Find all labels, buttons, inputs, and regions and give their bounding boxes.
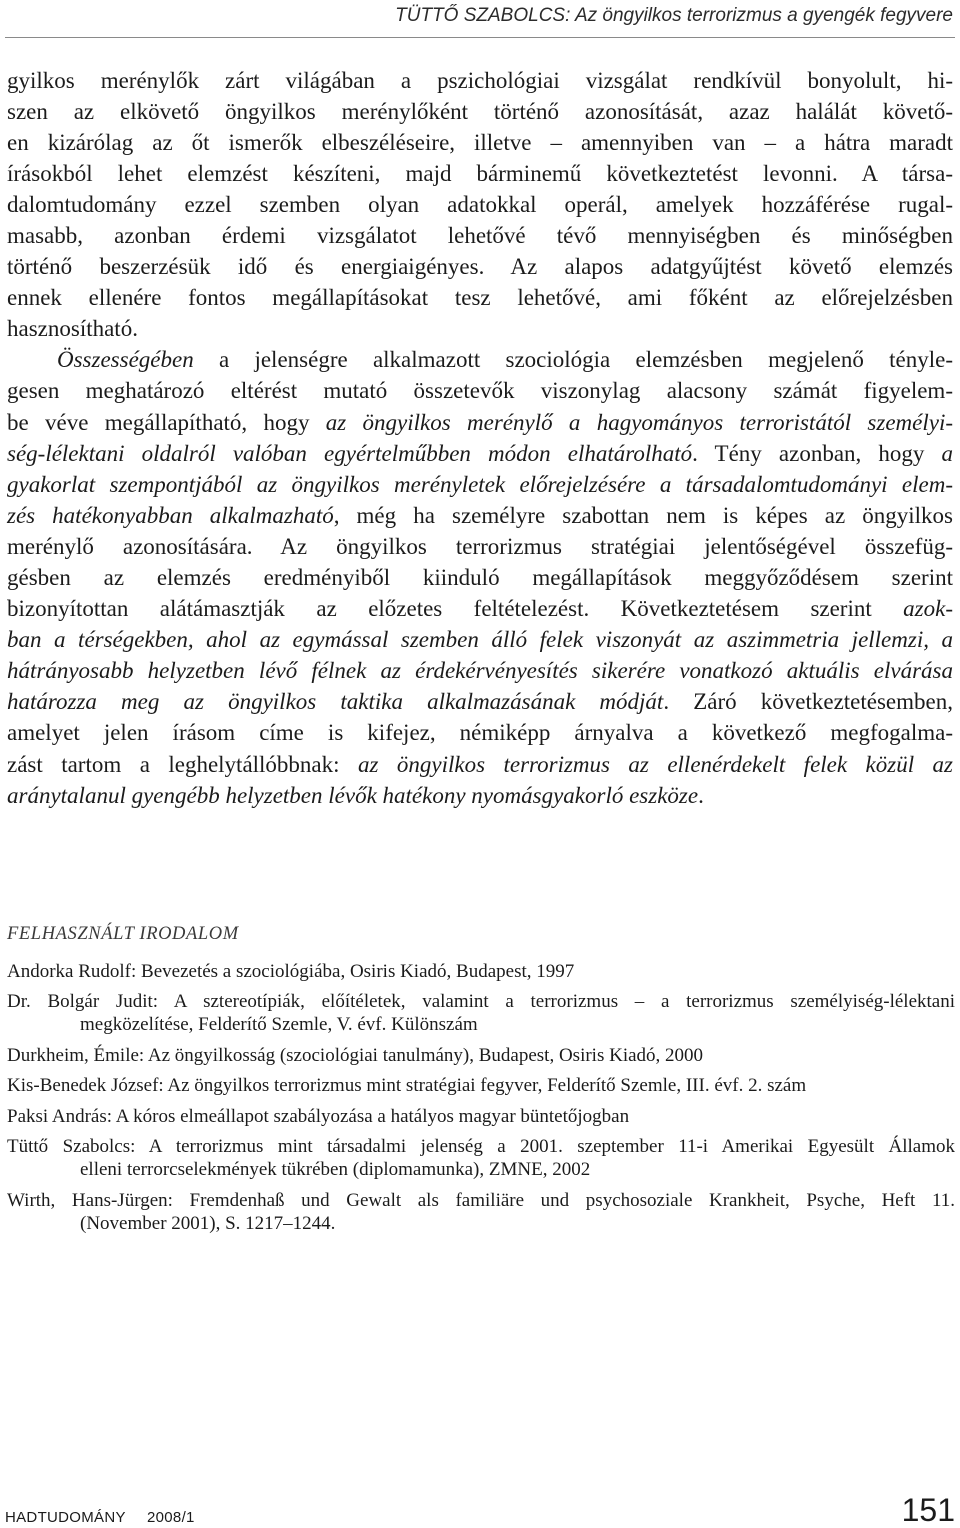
text-run: . [698, 782, 704, 808]
reference-item [7, 960, 955, 983]
reference-line: Paksi András: A kóros elmeállapot szabályozása a hatályos magyar büntetőjogban [7, 1105, 630, 1127]
italic-text: hátrányosabb helyzetben lévő félnek az érdekérvényesítés sikerére vonatkozó aktuális elvárása [7, 658, 953, 684]
text-line [7, 593, 953, 624]
reference-line: Kis-Benedek József: Az öngyilkos terrorizmus mint stratégiai fegyver, Felderítő Szemle, III. évf. 2. szám [7, 1075, 807, 1096]
reference-item [7, 1105, 955, 1128]
text-line [7, 655, 953, 686]
italic-text: Összességében [57, 347, 194, 373]
italic-text: az öngyilkos terrorizmus az ellenérdekelt felek közül az [357, 751, 953, 777]
text-run: zást tartom a leghelytállóbbnak: [7, 751, 358, 777]
text-run: dalomtudomány ezzel szemben olyan adatokkal operál, amelyek hozzáférése rugal- [7, 191, 953, 217]
text-line [7, 407, 953, 438]
italic-text: zés hatékonyabban alkalmazható [7, 502, 334, 528]
text-line [7, 96, 953, 127]
italic-text: a [941, 440, 953, 466]
text-line [7, 251, 953, 282]
italic-text: azok- [903, 596, 953, 622]
reference-line: (November 2001), S. 1217–1244. [80, 1212, 336, 1234]
references-list [7, 960, 955, 1243]
reference-line: Wirth, Hans-Jürgen: Fremdenhaß und Gewalt als familiäre und psychosoziale Krankheit, Psyche, Heft 11. [7, 1189, 955, 1211]
text-line [7, 749, 953, 780]
reference-line: Durkheim, Émile: Az öngyilkosság (szociológiai tanulmány), Budapest, Osiris Kiadó, 2000 [7, 1044, 704, 1066]
text-run: hasznosítható. [7, 316, 138, 342]
reference-item [7, 1135, 955, 1181]
text-run: . Záró következtetésemben, [663, 689, 953, 715]
running-title: TÜTTŐ SZABOLCS: Az öngyilkos terrorizmus a gyengék fegyvere [395, 5, 953, 26]
text-line [7, 624, 953, 655]
text-run: en kizárólag az őt ismerők elbeszéléseire, illetve – amennyiben van – a hátra maradt [7, 129, 953, 155]
italic-text: gyakorlat szempontjából az öngyilkos merényletek előrejelzésére a társadalomtudományi elem- [7, 471, 953, 497]
text-line [7, 127, 953, 158]
text-line [7, 531, 953, 562]
text-line [7, 189, 953, 220]
text-run: gesen meghatározó eltérést mutató összetevők viszonylag alacsony számát figyelem- [7, 378, 953, 404]
reference-item [7, 1044, 955, 1067]
text-line [7, 500, 953, 531]
text-line [7, 686, 953, 717]
text-run: szen az elkövető öngyilkos merénylőként történő azonosítását, azaz halálát követő- [7, 98, 953, 124]
text-run: a jelenségre alkalmazott szociológia elemzésben megjelenő tényle- [193, 347, 953, 373]
text-line [7, 375, 953, 406]
text-run: , még ha személyre szabottan nem is képes az öngyilkos [333, 502, 953, 528]
reference-line: Andorka Rudolf: Bevezetés a szociológiába, Osiris Kiadó, Budapest, 1997 [7, 960, 575, 982]
paragraph [7, 65, 953, 345]
page-number: 151 [901, 1492, 955, 1528]
reference-item [7, 1189, 955, 1235]
italic-text: az öngyilkos merénylő a hagyományos terroristától személyi- [325, 409, 953, 435]
header-rule [5, 37, 955, 38]
reference-line: Dr. Bolgár Judit: A sztereotípiák, előítéletek, valamint a terrorizmus – a terrorizmus személyiség-lélektani [7, 991, 955, 1012]
text-run: merénylő azonosítására. Az öngyilkos terrorizmus stratégiai jelentőségével összefüg- [7, 533, 953, 559]
text-run: történő beszerzésük idő és energiaigényes. Az alapos adatgyűjtést követő elemzés [7, 254, 953, 280]
text-line [7, 220, 953, 251]
text-line [7, 158, 953, 189]
reference-item [7, 990, 955, 1036]
text-line [7, 65, 953, 96]
text-run: be véve megállapítható, hogy [7, 409, 326, 435]
reference-line: elleni terrorcselekmények tükrében (diplomamunka), ZMNE, 2002 [80, 1159, 591, 1180]
text-run: . Tény azonban, hogy [692, 440, 942, 466]
text-line [7, 717, 953, 748]
text-run: írásokból lehet elemzést készíteni, majd bárminemű következtetést levonni. A társa- [7, 160, 953, 186]
text-line [7, 344, 953, 375]
text-line [7, 469, 953, 500]
article-body [7, 65, 953, 811]
references-heading: FELHASZNÁLT IRODALOM [7, 924, 239, 944]
text-run: gyilkos merénylők zárt világában a pszichológiai vizsgálat rendkívül bonyolult, hi- [7, 67, 953, 93]
reference-line: Tüttő Szabolcs: A terrorizmus mint társadalmi jelenség a 2001. szeptember 11-i Amerikai Egyesült Államok [7, 1136, 955, 1157]
text-line [7, 562, 953, 593]
italic-text: aránytalanul gyengébb helyzetben lévők hatékony nyomásgyakorló eszköze [7, 782, 699, 808]
reference-item [7, 1074, 955, 1097]
text-run: amelyet jelen írásom címe is kifejez, némiképp árnyalva a következő megfogalma- [7, 720, 953, 746]
text-run: gésben az elemzés eredményiből kiinduló megállapítások meggyőződésem szerint [7, 565, 953, 590]
italic-text: határozza meg az öngyilkos taktika alkalmazásának módját [7, 689, 664, 715]
paragraph [7, 344, 953, 810]
text-run: ennek ellenére fontos megállapításokat tesz lehetővé, ami főként az előrejelzésben [7, 285, 953, 311]
reference-line: megközelítése, Felderítő Szemle, V. évf. Különszám [80, 1014, 478, 1035]
text-line [7, 282, 953, 313]
text-run: bizonyítottan alátámasztják az előzetes feltételezést. Következtetésem szerint [7, 596, 904, 622]
text-line [7, 438, 953, 469]
text-line [7, 780, 953, 811]
text-line [7, 313, 953, 344]
journal-name: HADTUDOMÁNY [5, 1509, 126, 1526]
text-run: masabb, azonban érdemi vizsgálatot lehetővé tévő mennyiségben és minőségben [7, 222, 953, 248]
italic-text: ség-lélektani oldalról valóban egyértelműbben módon elhatárolható [7, 440, 693, 466]
italic-text: ban a térségekben, ahol az egymással szemben álló felek viszonyát az aszimmetria jellemzi, a [7, 627, 953, 653]
issue-number: 2008/1 [147, 1509, 195, 1526]
